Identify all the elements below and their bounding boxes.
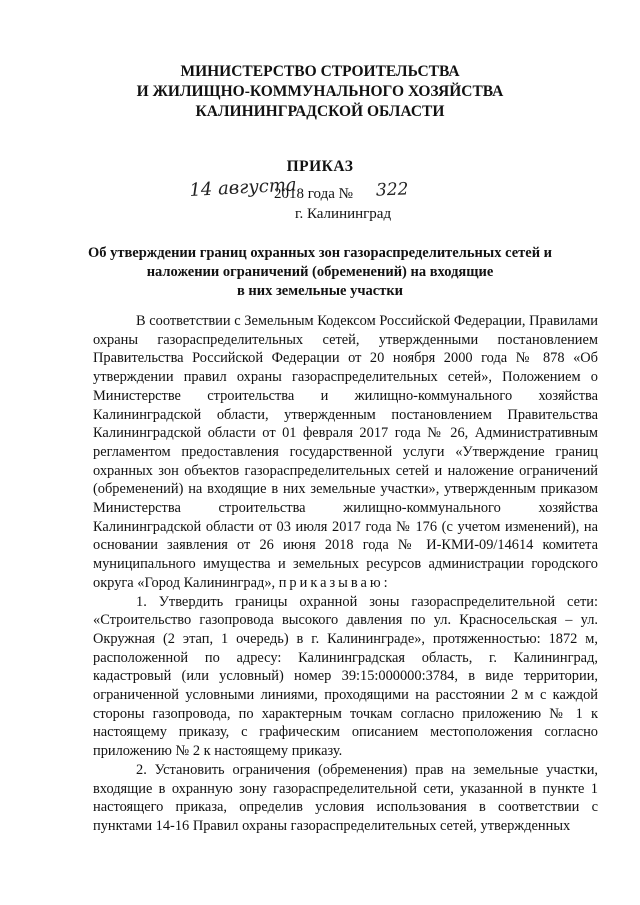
ministry-header xyxy=(0,62,640,122)
ministry-line-3: КАЛИНИНГРАДСКОЙ ОБЛАСТИ xyxy=(195,103,445,120)
subject-line-1: Об утверждении границ охранных зон газораспределительных сетей и xyxy=(87,245,553,261)
subject-line-2: наложении ограничений (обременений) на входящие xyxy=(146,264,494,280)
document-type: ПРИКАЗ xyxy=(286,158,354,175)
item-2-paragraph: 2. Установить ограничения (обременения) прав на земельные участки, входящие в охранную зону газораспределительной сети, указанной в пункте 1 настоящего приказа, определив условия использования в соответствии с пунктами 14-16 Правил охраны газораспределительных сетей, утвержденных xyxy=(93,761,598,834)
year-and-number-label: 2018 года № xyxy=(274,186,353,202)
city: г. Калининград xyxy=(295,206,392,222)
order-body xyxy=(93,312,598,836)
ministry-line-1: МИНИСТЕРСТВО СТРОИТЕЛЬСТВА xyxy=(180,63,460,80)
handwritten-date: 14 августа xyxy=(188,174,298,201)
handwritten-number: 322 xyxy=(375,179,409,201)
ministry-line-2: И ЖИЛИЩНО-КОММУНАЛЬНОГО ХОЗЯЙСТВА xyxy=(136,83,504,100)
subject-line-3: в них земельные участки xyxy=(236,283,404,299)
order-word: приказываю: xyxy=(278,574,391,591)
preamble-paragraph xyxy=(93,312,598,593)
item-1-paragraph: 1. Утвердить границы охранной зоны газораспределительной сети: «Строительство газопровода высокого давления по ул. Красносельская – ул. Окружная (2 этап, 1 очередь) в г. Калининграде», протяженностью: 1872 м, расположенной по адресу: Калининградская область, г. Калининград, кадастровый (или условный) номер 39:15:000000:3784, в виде территории, ограниченной условными линиями, проходящими на расстоянии 2 м с каждой стороны газопровода, по характерным точкам согласно приложению № 1 к настоящему приказу, с графическим описанием местоположения согласно приложению № 2 к настоящему приказу. xyxy=(93,593,598,760)
order-subject xyxy=(0,244,640,301)
preamble-text: В соответствии с Земельным Кодексом Российской Федерации, Правилами охраны газораспределительных сетей, утвержденными постановлением Правительства Российской Федерации от 20 ноября 2000 года № 878 «Об утверждении правил охраны газораспределительных сетей», Положением о Министерстве строительства и жилищно-коммунального хозяйства Калининградской области, утвержденным постановлением Правительства Калининградской области от 01 февраля 2017 года № 26, Административным регламентом предоставления государственной услуги «Утверждение границ охранных зон объектов газораспределительных сетей и наложение ограничений (обременений) на входящие в них земельные участки», утвержденным приказом Министерства строительства жилищно-коммунального хозяйства Калининградской области от 03 июля 2017 года № 176 (с учетом изменений), на основании заявления от 26 июня 2018 года № И-КМИ-09/14614 комитета муниципального имущества и земельных ресурсов администрации городского округа «Город Калининград», xyxy=(93,313,598,591)
